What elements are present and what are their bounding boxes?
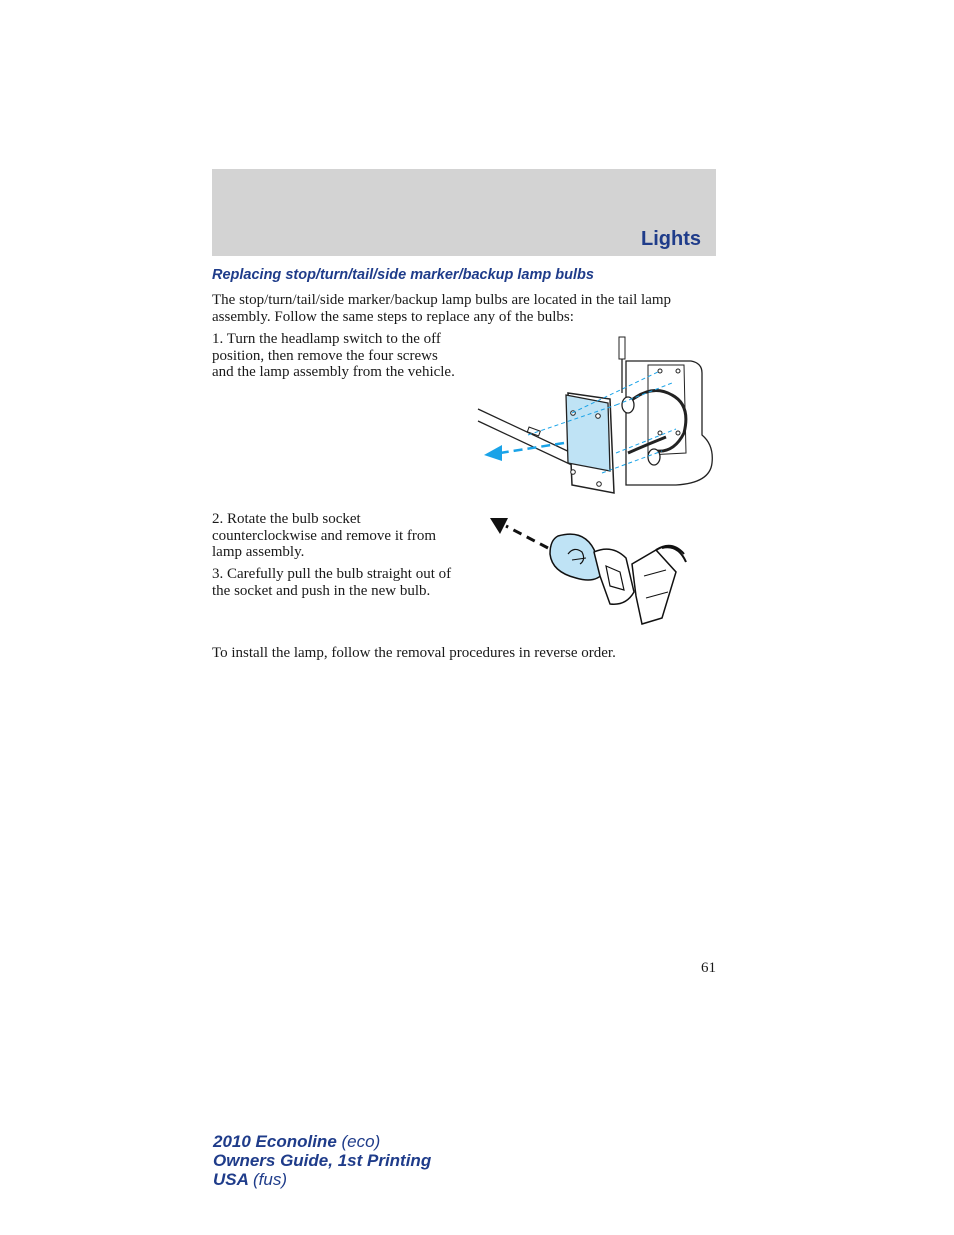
step-2: 2. Rotate the bulb socket counterclockwise and remove it from lamp assembly. — [212, 511, 437, 560]
section-header-band — [212, 169, 716, 256]
closing-paragraph: To install the lamp, follow the removal procedures in reverse order. — [212, 645, 616, 661]
footer-model: 2010 Econoline — [213, 1132, 337, 1151]
footer-market: USA — [213, 1170, 249, 1189]
footer-line-1 — [213, 1132, 431, 1151]
footer-line-3 — [213, 1170, 431, 1189]
footer-market-code: (fus) — [253, 1170, 287, 1189]
section-title: Lights — [641, 228, 701, 250]
bulb-removal-illustration — [486, 514, 696, 629]
footer-publication-info — [213, 1132, 431, 1189]
lamp-assembly-illustration — [476, 333, 716, 495]
intro-paragraph: The stop/turn/tail/side marker/backup lamp bulbs are located in the tail lamp assembly. Follow the same steps to replace any of the bulbs: — [212, 292, 672, 325]
page-heading: Replacing stop/turn/tail/side marker/backup lamp bulbs — [212, 267, 594, 283]
step-1: 1. Turn the headlamp switch to the off position, then remove the four screws and the lamp assembly from the vehicle. — [212, 331, 455, 380]
footer-line-2: Owners Guide, 1st Printing — [213, 1151, 432, 1170]
step-3: 3. Carefully pull the bulb straight out of the socket and push in the new bulb. — [212, 566, 452, 599]
page-number: 61 — [701, 960, 716, 976]
footer-model-code: (eco) — [341, 1132, 381, 1151]
